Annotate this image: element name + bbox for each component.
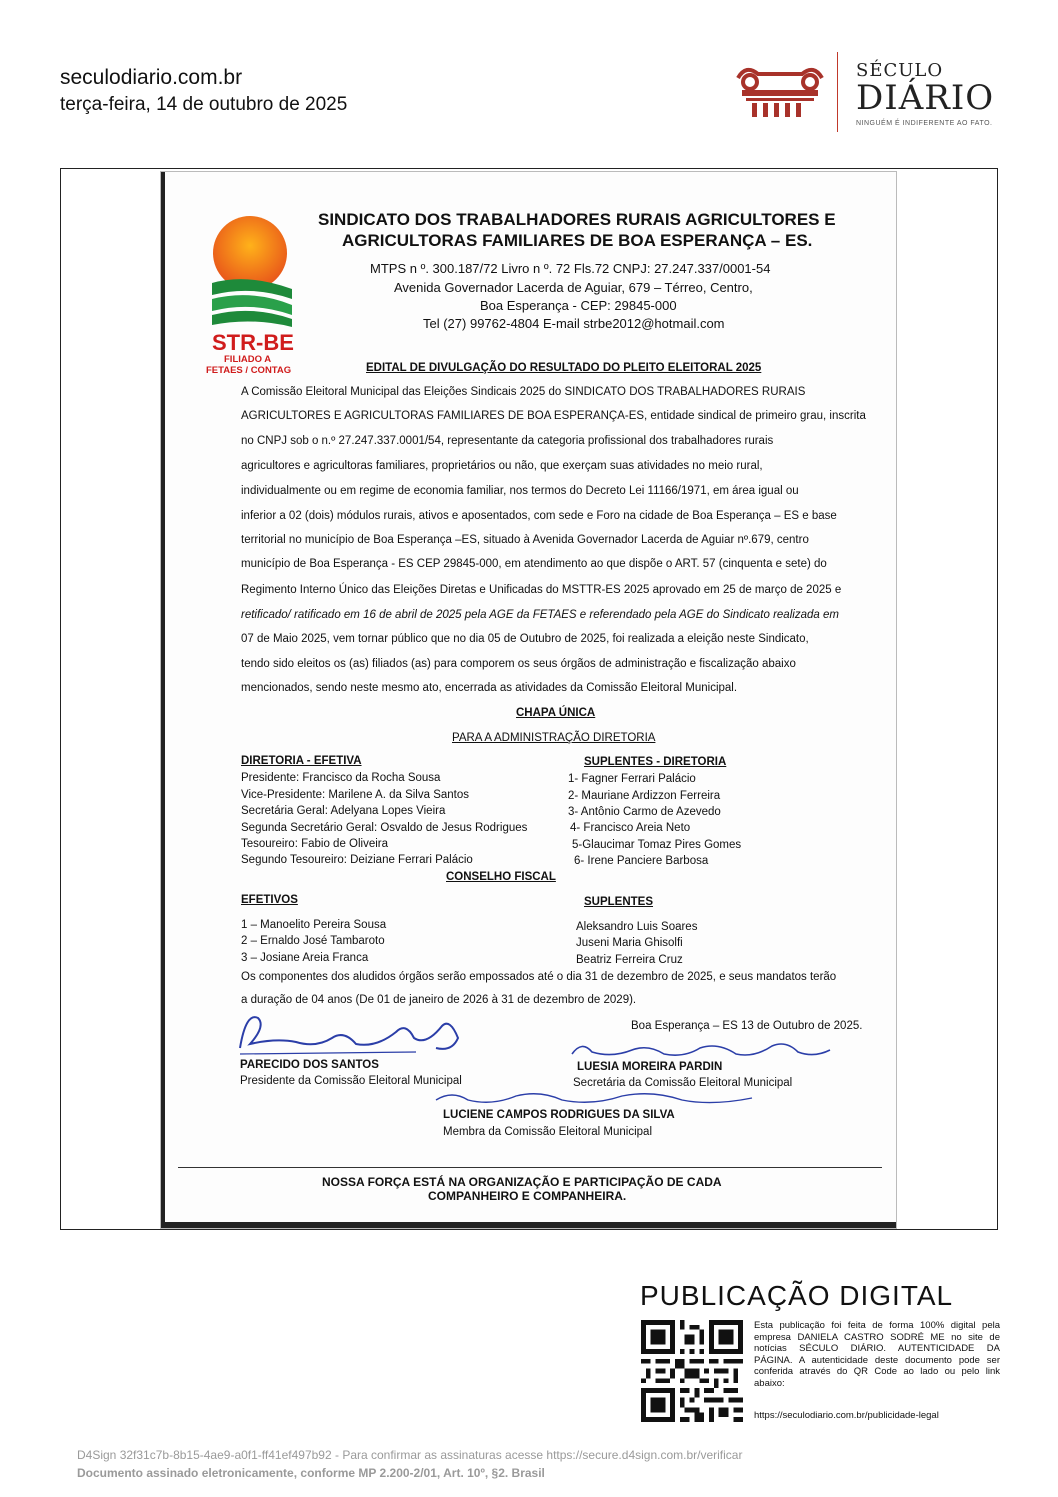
suplente-diretoria-member: 6- Irene Panciere Barbosa [574, 855, 709, 867]
efetivo-member: 1 – Manoelito Pereira Sousa [241, 919, 387, 931]
publication-title: PUBLICAÇÃO DIGITAL [640, 1280, 954, 1311]
scan-edge [161, 172, 165, 1228]
signatory-name: PARECIDO DOS SANTOS [240, 1059, 379, 1071]
paragraph-line: individualmente ou em regime de economia familiar, nos termos do Decreto Lei 11166/1971, em área igual ou [241, 485, 799, 497]
diretoria-member: Segundo Tesoureiro: Deiziane Ferrari Palácio [241, 854, 473, 866]
suplentes-title: SUPLENTES [584, 896, 654, 908]
paragraph-line: tendo sido eleitos os (as) filiados (as) para comporem os seus órgãos de administração e fiscalização abaixo [241, 658, 796, 670]
diretoria-member: Vice-Presidente: Marilene A. da Silva Santos [241, 789, 469, 801]
administration-title: PARA A ADMINISTRAÇÃO DIRETORIA [452, 732, 656, 744]
logo-divider [837, 52, 838, 132]
org-registration: MTPS n º. 300.187/72 Livro n º. 72 Fls.72 CNPJ: 27.247.337/0001-54 [370, 261, 771, 276]
closing-line: Os componentes dos aludidos órgãos serão empossados até o dia 31 de dezembro de 2025, e seus mandatos terão [241, 971, 837, 983]
logo-affiliation: FILIADO A [224, 354, 272, 365]
paragraph-line: AGRICULTORES E AGRICULTORAS FAMILIARES DE BOA ESPERANÇA-ES, entidade sindical de primeiro grau, inscrita [241, 410, 866, 422]
publication-text: Esta publicação foi feita de forma 100% digital pela empresa DANIELA CASTRO SODRÉ ME no site de notícias SÉCULO DIÁRIO. AUTENTICIDADE DA PÁGINA. A autenticidade deste documento pode ser conferida através do QR Code ao lado ou pelo link abaixo: [754, 1320, 1000, 1389]
suplente-diretoria-member: 4- Francisco Areia Neto [570, 822, 691, 834]
site-url: seculodiario.com.br [60, 66, 243, 89]
suplente-diretoria-member: 5-Glaucimar Tomaz Pires Gomes [572, 839, 742, 851]
suplente-diretoria-member: 2- Mauriane Ardizzon Ferreira [568, 790, 721, 802]
suplentes-diretoria-title: SUPLENTES - DIRETORIA [584, 756, 727, 768]
logo-tagline: NINGUÉM É INDIFERENTE AO FATO. [856, 120, 993, 127]
paragraph-line: territorial no município de Boa Esperança –ES, situado à Avenida Governador Lacerda de Aguiar nº.679, centro [241, 534, 809, 546]
diretoria-member: Presidente: Francisco da Rocha Sousa [241, 772, 441, 784]
efetivos-title: EFETIVOS [241, 894, 298, 906]
closing-line: a duração de 04 anos (De 01 de janeiro de 2026 à 31 de dezembro de 2029). [241, 994, 637, 1006]
paragraph-line: retificado/ ratificado em 16 de abril de 2025 pela AGE da FETAES e referendado pela AGE do Sindicato realizada em [241, 609, 839, 621]
signatory-role: Presidente da Comissão Eleitoral Municipal [240, 1075, 462, 1087]
logo-diario-text: DIÁRIO [856, 78, 995, 118]
edital-title: EDITAL DE DIVULGAÇÃO DO RESULTADO DO PLEITO ELEITORAL 2025 [366, 362, 762, 374]
paragraph-line: município de Boa Esperança - ES CEP 29845-000, em atendimento ao que dispõe o ART. 57 (cinquenta e sete) do [241, 558, 827, 570]
paragraph-line: inferior a 02 (dois) módulos rurais, ativos e aposentados, com sede e Foro na cidade de Boa Esperança – ES e base [241, 510, 837, 522]
union-motto: COMPANHEIRO E COMPANHEIRA. [428, 1189, 627, 1203]
sun-field-icon [208, 215, 298, 333]
suplente-member: Juseni Maria Ghisolfi [576, 937, 683, 949]
efetivo-member: 3 – Josiane Areia Franca [241, 952, 369, 964]
signatory-role: Membra da Comissão Eleitoral Municipal [443, 1126, 652, 1138]
signatory-name: LUCIENE CAMPOS RODRIGUES DA SILVA [443, 1109, 675, 1121]
chapa-title: CHAPA ÚNICA [516, 707, 596, 719]
paragraph-line: 07 de Maio 2025, vem tornar público que no dia 05 de Outubro de 2025, foi realizada a eleição neste Sindicato, [241, 633, 809, 645]
suplente-member: Beatriz Ferreira Cruz [576, 954, 683, 966]
org-name: SINDICATO DOS TRABALHADORES RURAIS AGRICULTORES E [318, 210, 836, 229]
logo-name: STR-BE [212, 330, 294, 355]
publication-link[interactable]: https://seculodiario.com.br/publicidade-legal [754, 1410, 939, 1421]
logo-affiliation: FETAES / CONTAG [206, 365, 292, 376]
suplente-diretoria-member: 1- Fagner Ferrari Palácio [568, 773, 696, 785]
org-address: Avenida Governador Lacerda de Aguiar, 679 – Térreo, Centro, [394, 280, 753, 295]
paragraph-line: mencionados, sendo neste mesmo ato, encerrada as atividades da Comissão Eleitoral Municipal. [241, 682, 738, 694]
scan-edge [161, 1222, 896, 1228]
paragraph-line: A Comissão Eleitoral Municipal das Eleições Sindicais 2025 do SINDICATO DOS TRABALHADORES RURAIS [241, 386, 806, 398]
paragraph-line: agricultores e agricultoras familiares, proprietários ou não, que exerçam suas atividades no meio rural, [241, 460, 763, 472]
place-date: Boa Esperança – ES 13 de Outubro de 2025. [631, 1020, 863, 1032]
paragraph-line: no CNPJ sob o n.º 27.247.337.0001/54, representante da categoria profissional dos trabalhadores rurais [241, 435, 774, 447]
d4sign-legal-line: Documento assinado eletronicamente, conforme MP 2.200-2/01, Art. 10º, §2. Brasil [77, 1466, 545, 1480]
signatory-role: Secretária da Comissão Eleitoral Municipal [573, 1077, 793, 1089]
signature-luesia [568, 1036, 834, 1064]
d4sign-line: D4Sign 32f31c7b-8b15-4ae9-a0f1-ff41ef497b92 - Para confirmar as assinaturas acesse https://secure.d4sign.com.br/verificar [77, 1448, 743, 1462]
logo-seculo-text: SÉCULO [856, 60, 944, 81]
diretoria-title: DIRETORIA - EFETIVA [241, 755, 362, 767]
paragraph-line: Regimento Interno Único das Eleições Diretas e Unificadas do MSTTR-ES 2025 aprovado em 25 de março de 2025 e [241, 584, 842, 596]
conselho-fiscal-title: CONSELHO FISCAL [446, 871, 556, 883]
seculo-diario-logo [732, 52, 828, 122]
org-name: AGRICULTORAS FAMILIARES DE BOA ESPERANÇA – ES. [342, 231, 813, 250]
efetivo-member: 2 – Ernaldo José Tambaroto [241, 935, 385, 947]
publication-date: terça-feira, 14 de outubro de 2025 [60, 94, 348, 115]
diretoria-member: Tesoureiro: Fabio de Oliveira [241, 838, 389, 850]
qr-code-icon[interactable] [641, 1320, 743, 1422]
union-motto: NOSSA FORÇA ESTÁ NA ORGANIZAÇÃO E PARTICIPAÇÃO DE CADA [322, 1175, 722, 1189]
org-contact: Tel (27) 99762-4804 E-mail strbe2012@hotmail.com [423, 316, 725, 331]
suplente-member: Aleksandro Luis Soares [576, 921, 698, 933]
signatory-name: LUESIA MOREIRA PARDIN [577, 1061, 723, 1073]
diretoria-member: Secretária Geral: Adelyana Lopes Vieira [241, 805, 446, 817]
footer-rule [178, 1167, 882, 1168]
org-address: Boa Esperança - CEP: 29845-000 [480, 298, 677, 313]
diretoria-member: Segunda Secretário Geral: Osvaldo de Jesus Rodrigues [241, 822, 528, 834]
column-icon [732, 52, 828, 122]
suplente-diretoria-member: 3- Antônio Carmo de Azevedo [568, 806, 721, 818]
